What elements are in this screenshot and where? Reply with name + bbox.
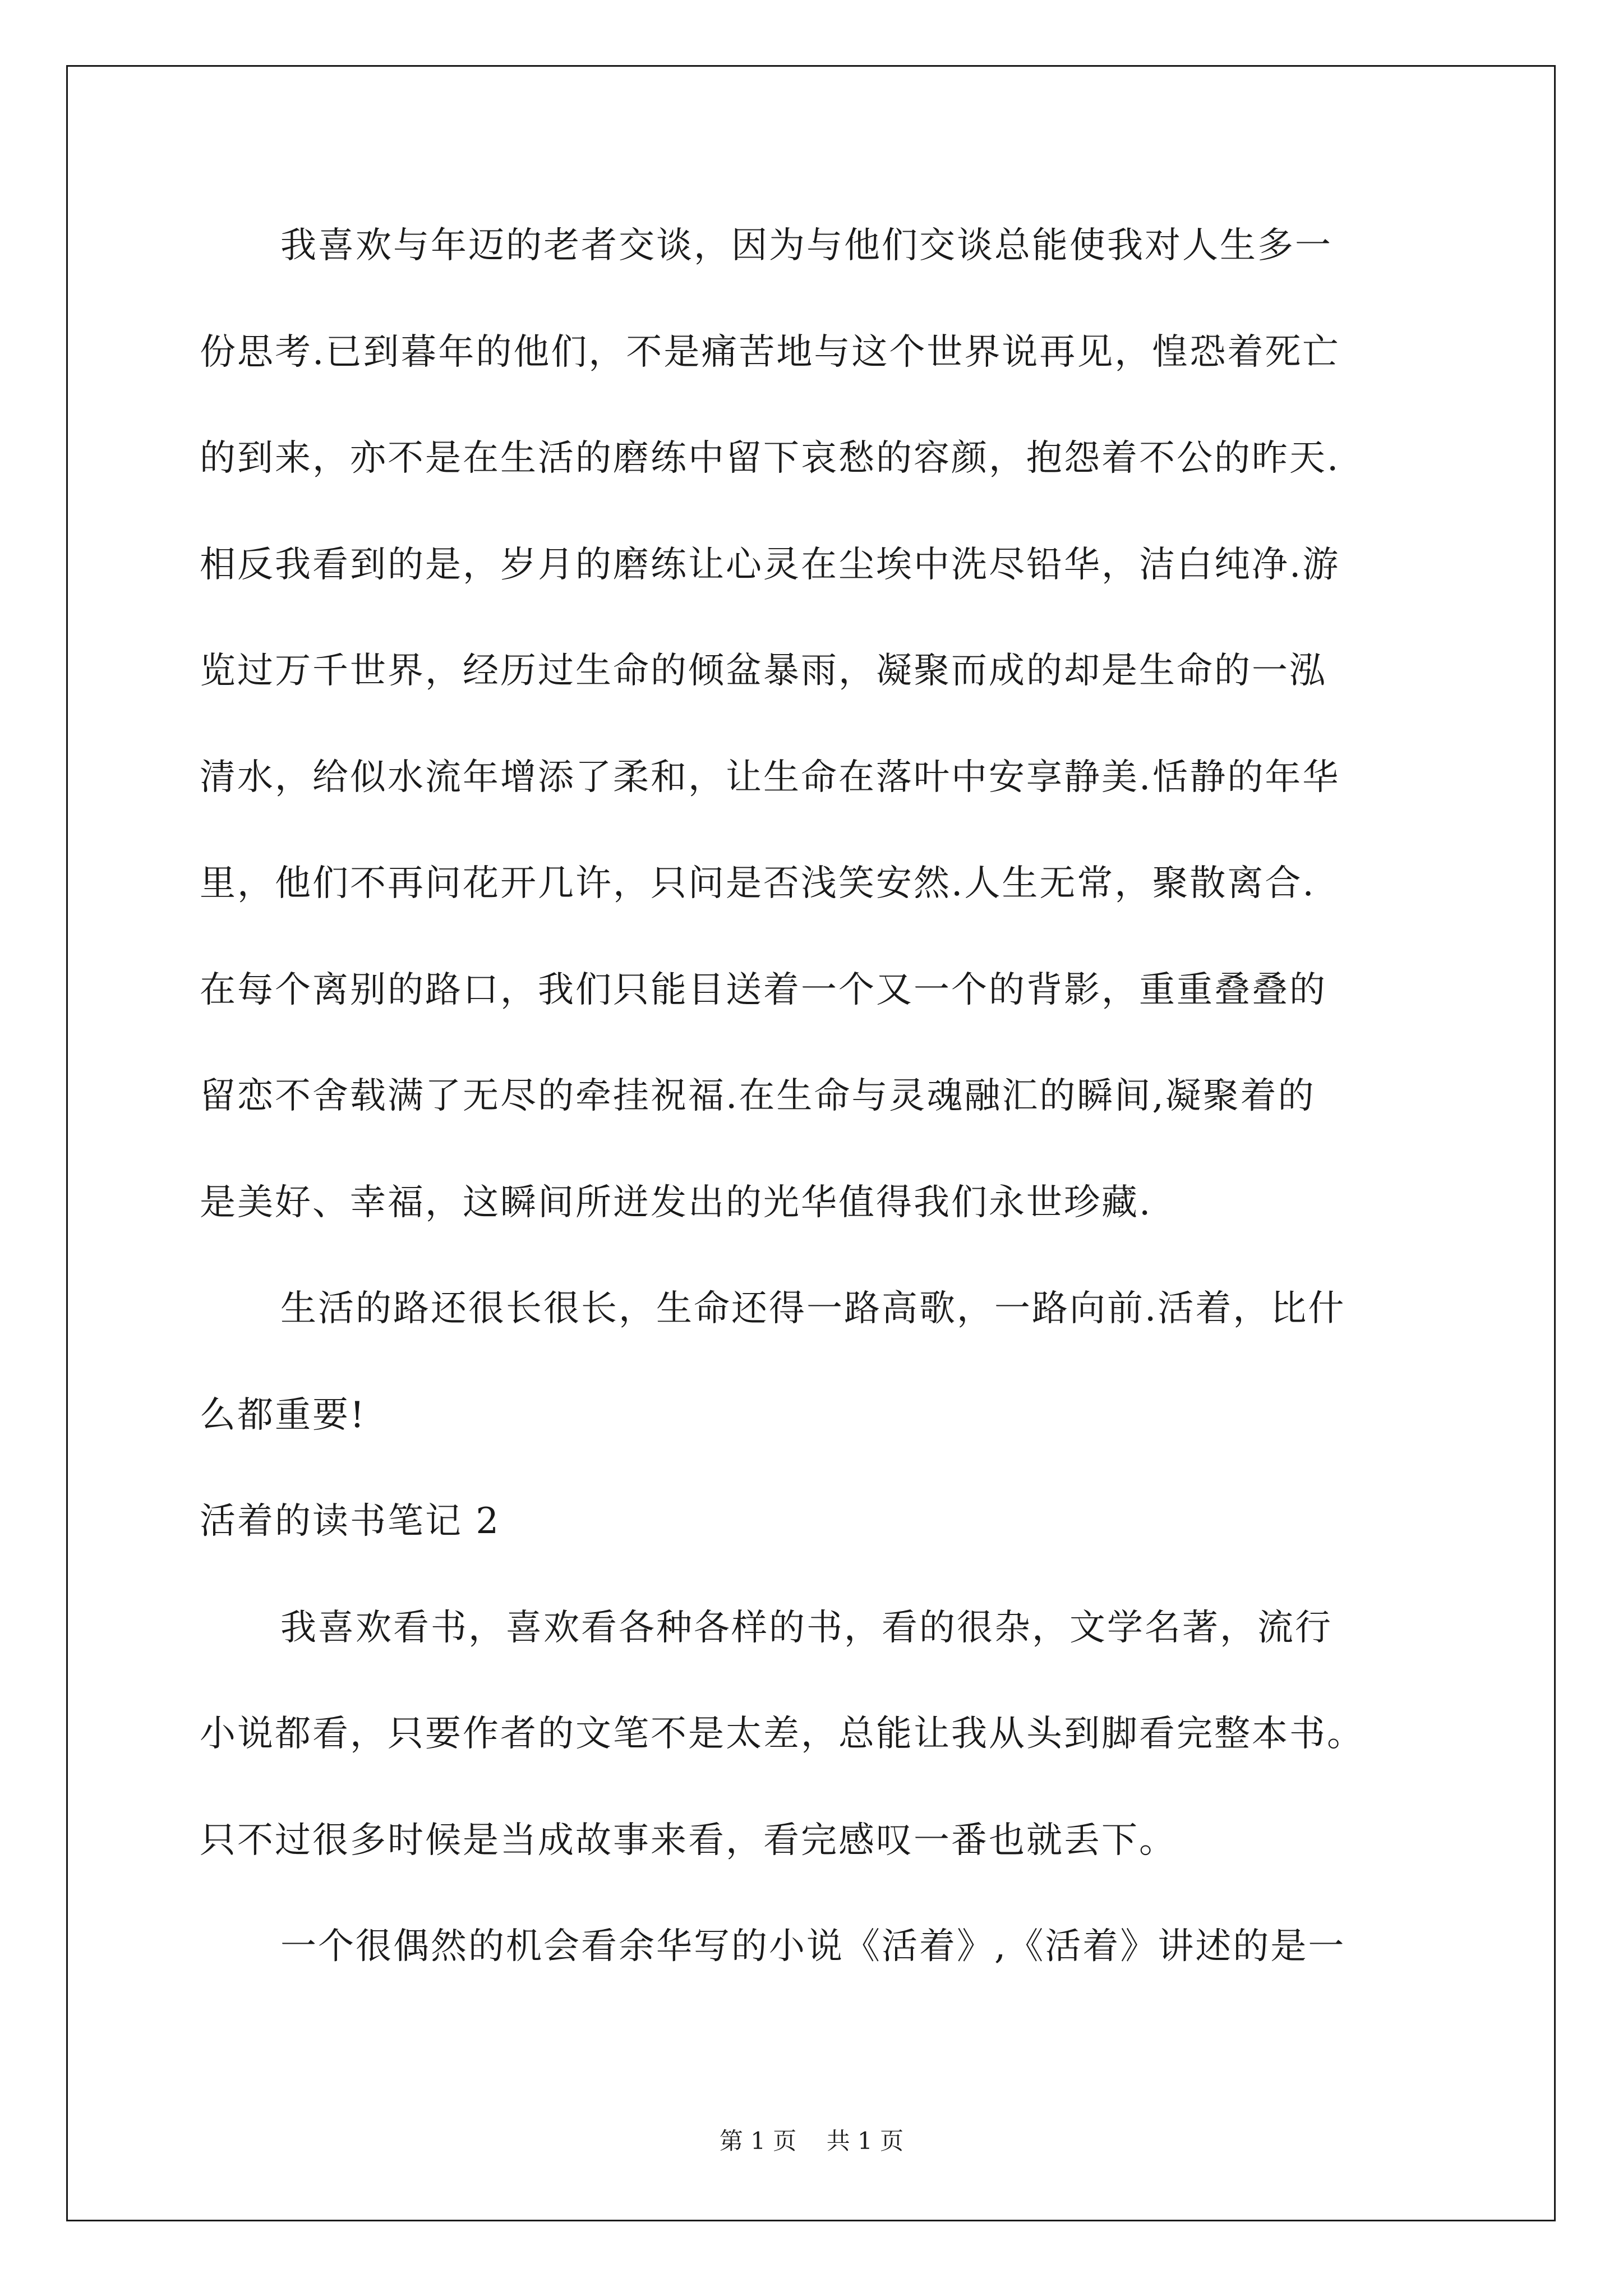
page-border [66,65,1556,2221]
body-line-5: 览过万千世界，经历过生命的倾盆暴雨，凝聚而成的却是生命的一泓 [200,650,1327,692]
body-line-4: 相反我看到的是，岁月的磨练让心灵在尘埃中洗尽铅华，洁白纯净.游 [200,544,1340,586]
body-line-8: 在每个离别的路口，我们只能目送着一个又一个的背影，重重叠叠的 [200,969,1327,1011]
body-line-9: 留恋不舍载满了无尽的牵挂祝福.在生命与灵魂融汇的瞬间,凝聚着的 [200,1075,1316,1117]
body-line-15: 只不过很多时候是当成故事来看，看完感叹一番也就丢下。 [200,1820,1177,1861]
body-line-7: 里，他们不再问花开几许，只问是否浅笑安然.人生无常，聚散离合. [200,863,1316,904]
body-line-14: 小说都看，只要作者的文笔不是太差，总能让我从头到脚看完整本书。 [200,1713,1364,1755]
section-heading: 活着的读书笔记 2 [200,1501,501,1542]
body-line-12: 么都重要! [200,1395,366,1436]
page-number-footer: 第 1 页 共 1 页 [719,2127,904,2155]
body-line-3: 的到来，亦不是在生活的磨练中留下哀愁的容颜，抱怨着不公的昨天. [200,438,1340,479]
body-line-6: 清水，给似水流年增添了柔和，让生命在落叶中安享静美.恬静的年华 [200,757,1340,798]
body-line-2: 份思考.已到暮年的他们，不是痛苦地与这个世界说再见，惶恐着死亡 [200,332,1340,373]
body-line-13: 我喜欢看书，喜欢看各种各样的书，看的很杂，文学名著，流行 [280,1607,1332,1649]
body-line-1: 我喜欢与年迈的老者交谈，因为与他们交谈总能使我对人生多一 [280,225,1332,266]
body-line-16: 一个很偶然的机会看余华写的小说《活着》,《活着》讲述的是一 [280,1926,1346,1967]
body-line-11: 生活的路还很长很长，生命还得一路高歌，一路向前.活着，比什 [280,1288,1346,1329]
body-line-10: 是美好、幸福，这瞬间所迸发出的光华值得我们永世珍藏. [200,1182,1152,1223]
